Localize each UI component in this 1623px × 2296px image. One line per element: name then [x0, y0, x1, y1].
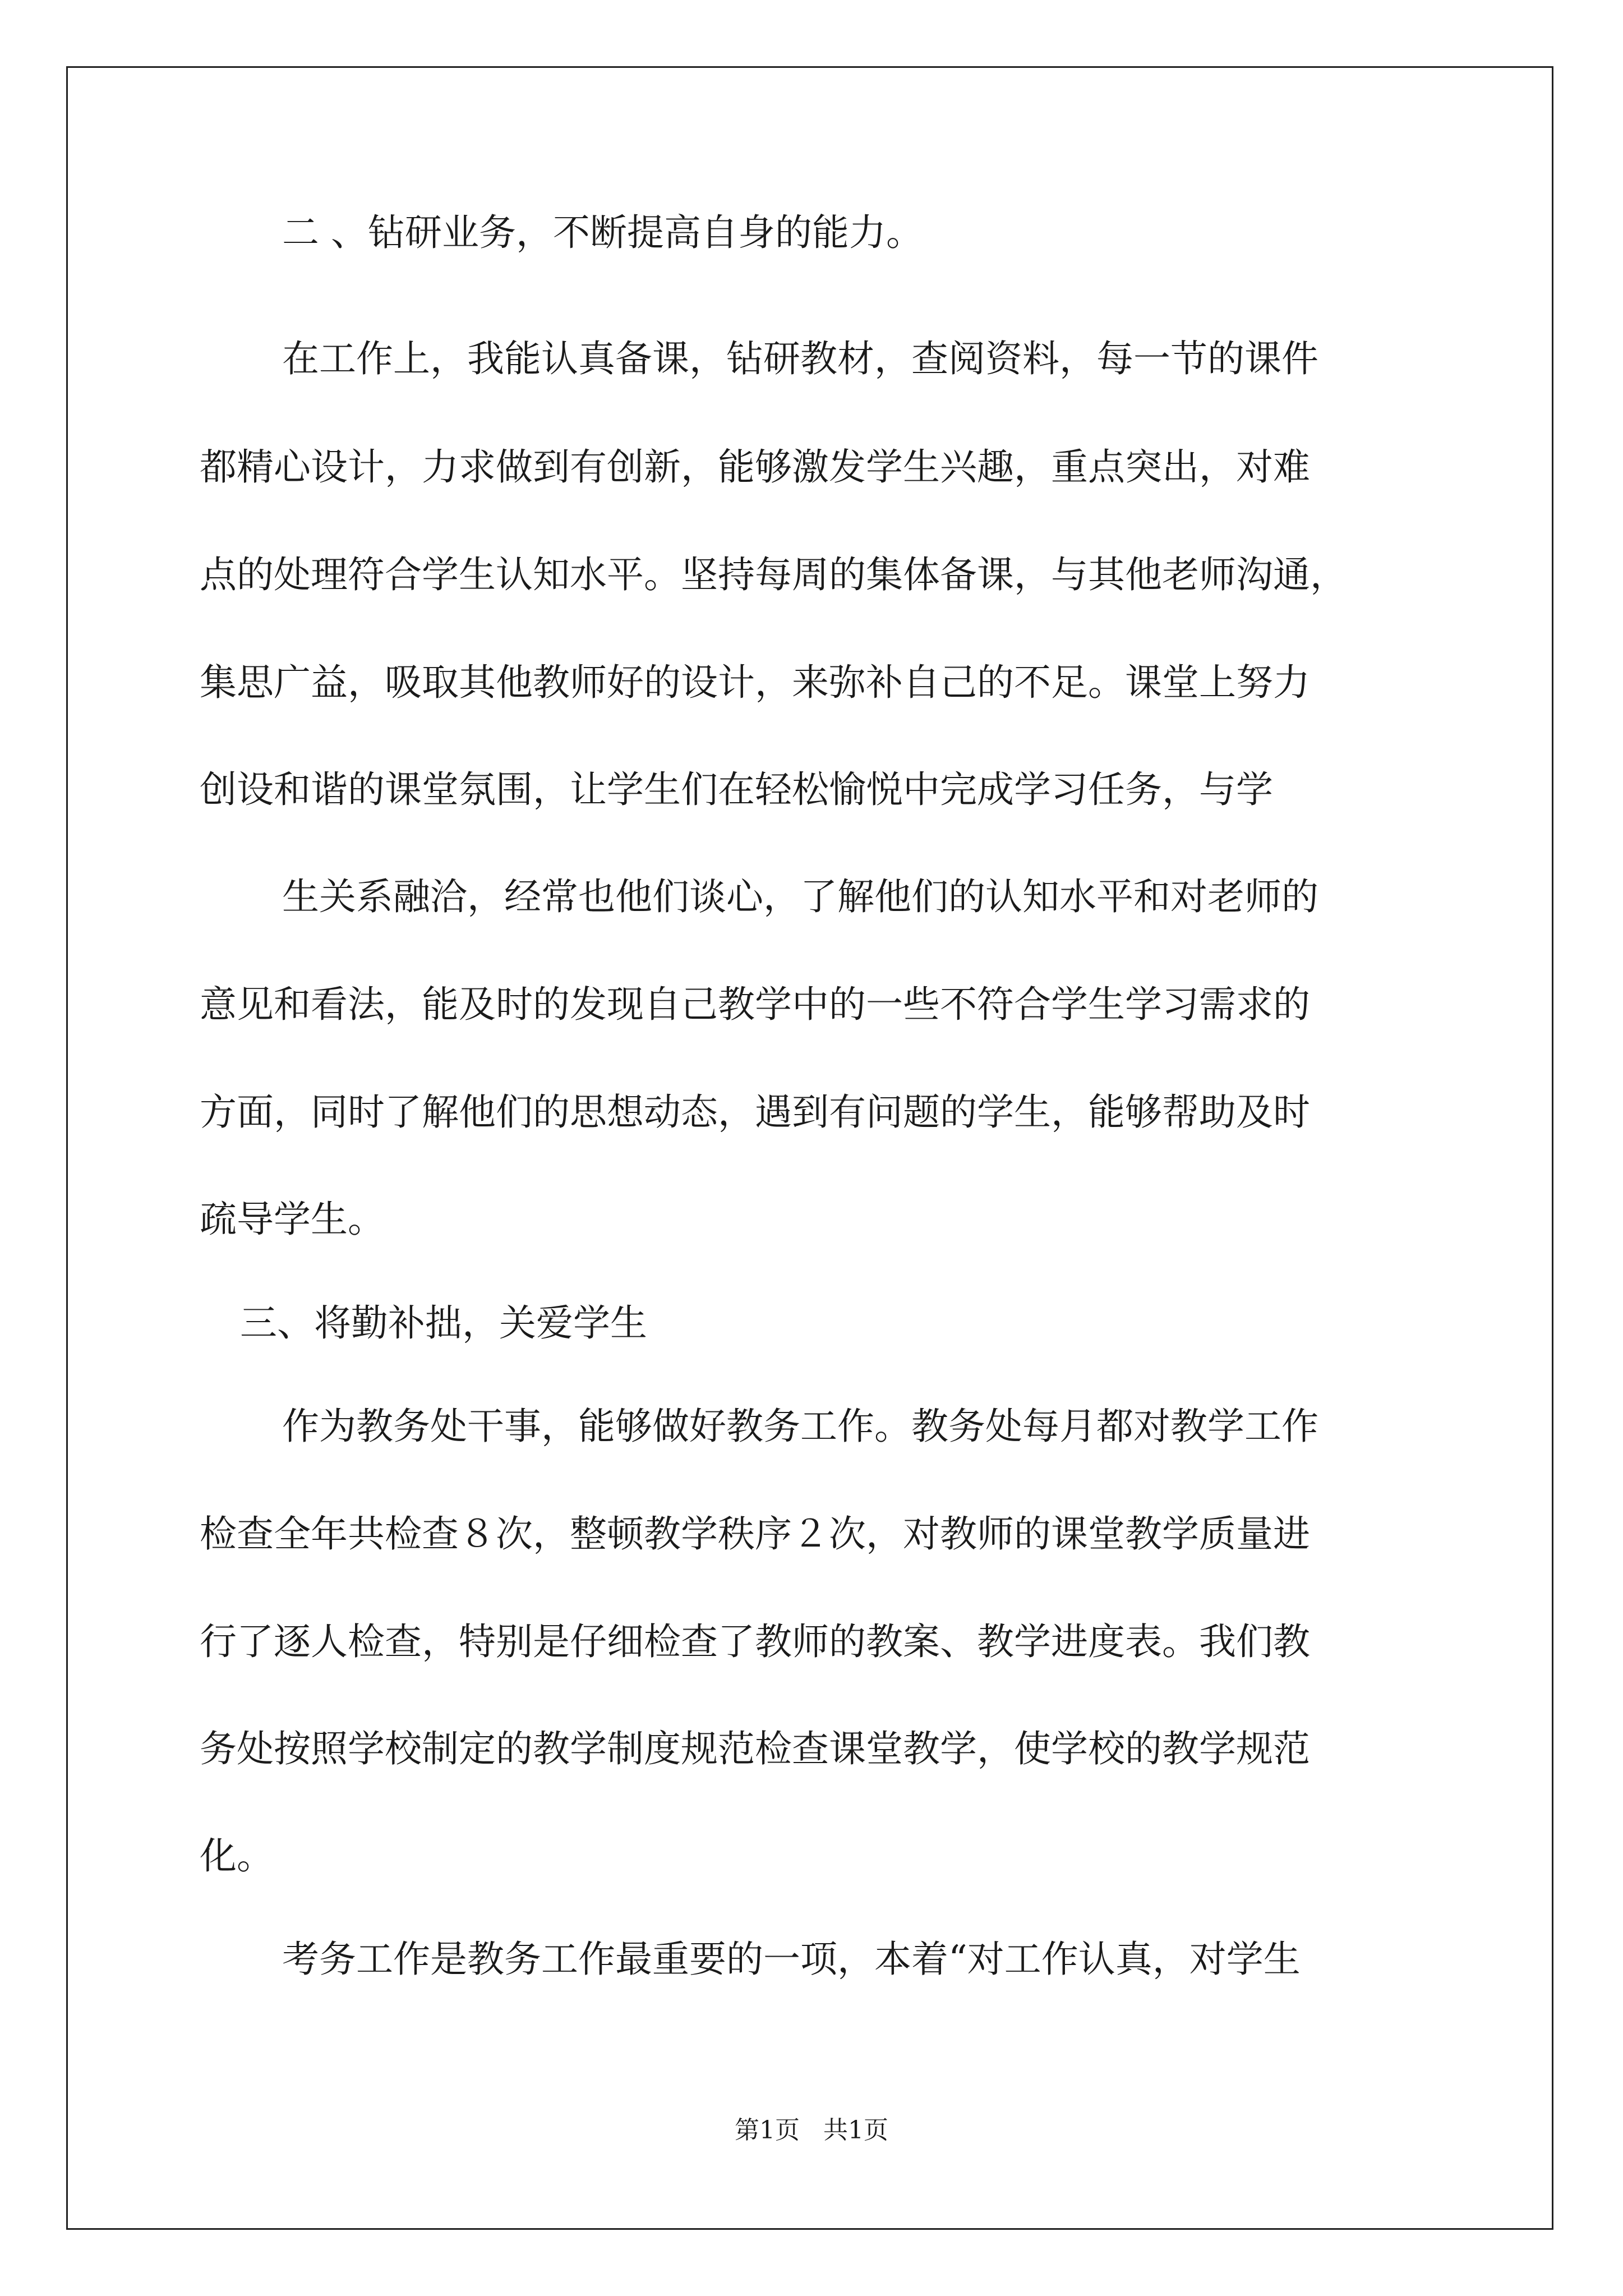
paragraph-line: 检查全年共检查８次，整顿教学秩序２次，对教师的课堂教学质量进 — [200, 1512, 1310, 1556]
page-border — [66, 66, 1553, 2230]
paragraph-line: 作为教务处干事，能够做好教务工作。教务处每月都对教学工作 — [282, 1405, 1318, 1448]
paragraph-line: 化。 — [200, 1834, 274, 1878]
paragraph-line: 在工作上，我能认真备课，钻研教材，查阅资料，每一节的课件 — [282, 337, 1318, 380]
paragraph-line: 意见和看法，能及时的发现自己教学中的一些不符合学生学习需求的 — [200, 983, 1310, 1026]
paragraph-line: 创设和谐的课堂氛围，让学生们在轻松愉悦中完成学习任务，与学 — [200, 768, 1273, 811]
paragraph-line: 务处按照学校制定的教学制度规范检查课堂教学，使学校的教学规范 — [200, 1727, 1310, 1770]
paragraph-line: 考务工作是教务工作最重要的一项，本着“对工作认真，对学生 — [282, 1938, 1301, 1981]
heading-section-three: 三、将勤补拙，关爱学生 — [240, 1301, 647, 1345]
paragraph-line: 方面，同时了解他们的思想动态，遇到有问题的学生，能够帮助及时 — [200, 1091, 1310, 1134]
paragraph-line: 集思广益，吸取其他教师好的设计，来弥补自己的不足。课堂上努力 — [200, 661, 1310, 704]
page-footer: 第1页 共1页 — [735, 2116, 888, 2145]
paragraph-line: 点的处理符合学生认知水平。坚持每周的集体备课，与其他老师沟通， — [200, 553, 1347, 596]
paragraph-line: 生关系融洽，经常也他们谈心，了解他们的认知水平和对老师的 — [282, 875, 1318, 918]
heading-section-two: 二 、钻研业务，不断提高自身的能力。 — [282, 211, 923, 254]
paragraph-line: 行了逐人检查，特别是仔细检查了教师的教案、教学进度表。我们教 — [200, 1620, 1310, 1663]
paragraph-line: 都精心设计，力求做到有创新，能够激发学生兴趣，重点突出，对难 — [200, 445, 1310, 489]
paragraph-line: 疏导学生。 — [200, 1198, 385, 1241]
